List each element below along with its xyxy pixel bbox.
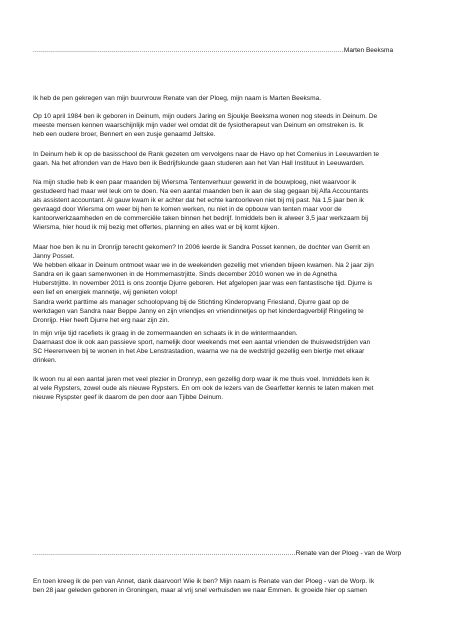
text-line: gaan. Na het afronden van de Havo ben ik Bedrijfskunde gaan studeren aan het Van Hall Instituut in Leeuwarden. [33,160,365,168]
paragraph-renate-intro [33,577,427,595]
signature-line-marten [33,46,423,55]
text-line: Daarnaast doe ik ook aan passieve sport, namelijk door weekends met een aantal vrienden de thuiswedstrijden van [33,339,371,347]
paragraph-birth [33,112,427,139]
text-line: Sandra werkt parttime als manager schoolopvang bij de Stichting Kinderopvang Friesland, Djurre gaat op de [33,298,349,306]
text-line: werkdagen van Sandra naar Beppe Janny en zijn vriendjes en vriendinnetjes op het kinderdagverblijf Ringeling te [33,307,364,315]
text-line: In mijn vrije tijd racefiets ik graag in de zomermaanden en schaats ik in de wintermaanden. [33,330,298,337]
text-line: een lief en energiek mannetje, wij genieten volop! [33,289,178,297]
text-line: Janny Posset. [33,253,75,261]
text-line: Na mijn studie heb ik een paar maanden bij Wiersma Tentenverhuur gewerkt in de bouwploeg, niet waarvoor ik [33,179,357,186]
text-line: kantoorwerkzaamheden en de commerciële taken binnen het bedrijf. Inmiddels ben ik alweer 3,5 jaar werkzaam bij [33,215,368,223]
author-name: Marten Beeksma [343,47,394,54]
signature-dots: ........................................................................................................................................................... [33,47,344,54]
text-line: drinken. [33,357,57,365]
text-line: In Deinum heb ik op de basisschool de Rank gezeten om vervolgens naar de Havo op het Comenius in Leeuwarden te [33,151,380,158]
text-line: heb een oudere broer, Bennert en een zusje genaamd Jeltske. [33,131,216,139]
text-line: meeste mensen kennen waarschijnlijk mijn vader wel omdat dit de fysiotherapeut van Deinum en omstreken is. Ik [33,122,364,130]
text-line: Ik heb de pen gekregen van mijn buurvrouw Renate van der Ploeg, mijn naam is Marten Beeksma. [33,95,322,102]
paragraph-hobbies [33,329,427,365]
text-line: al vele Rypsters, zowel oude als nieuwe Rypsters. En om ook de lezers van de Gearfetter kennis te laten maken met [33,385,374,393]
text-line: Huberstrjitte. In november 2011 is ons zoontje Djurre geboren. Het afgelopen jaar was een fantastische tijd. Djurre is [33,280,373,288]
signature-line-renate [33,549,423,558]
text-line: SC Heerenveen bij te wonen in het Abe Lenstrastadion, waarna we na de wedstrijd gezellig een biertje met elkaar [33,348,365,356]
paragraph-career [33,178,427,233]
text-line: Dronrijp. Hier heeft Djurre het erg naar zijn zin. [33,316,170,324]
paragraph-closing [33,375,427,402]
text-line: Sandra en ik gaan samenwonen in de Hommemastrjitte. Sinds december 2010 wonen we in de Agnetha [33,271,337,279]
text-line: Wiersma, hier houd ik mij bezig met offertes, planning en alles wat er bij komt kijken. [33,224,280,232]
author-name: Renate van der Ploeg - van de Worp [295,550,402,557]
text-line: We hebben elkaar in Deinum ontmoet waar we in de weekenden gezellig met vrienden bijeen kwamen. Na 2 jaar zijn [33,262,374,270]
text-line: als assistent accountant. Al gauw kwam ik er achter dat het echte kantoorleven niet bij mij past. Na 1,5 jaar ben ik [33,197,364,205]
text-line: Op 10 april 1984 ben ik geboren in Deinum, mijn ouders Jaring en Sjoukje Beeksma wonen nog steeds in Deinum. De [33,113,378,120]
text-line: En toen kreeg ik de pen van Annet, dank daarvoor! Wie ik ben? Mijn naam is Renate van der Ploeg - van de Worp. Ik [33,578,375,585]
paragraph-education [33,150,427,168]
text-line: ben 28 jaar geleden geboren in Groningen, maar al vrij snel verhuisden we naar Emmen. Ik groeide hier op samen [33,587,367,595]
text-line: gestudeerd had maar wel leuk om te doen. Na een aantal maanden ben ik aan de slag gegaan bij Alfa Accountants [33,188,369,196]
text-line: gevraagd door Wiersma om weer bij hen te komen werken, nu niet in de opbouw van tenten maar voor de [33,206,342,214]
paragraph-intro [33,94,427,103]
signature-dots: ................................................................................................................................... [33,550,296,557]
paragraph-family [33,243,427,325]
text-line: Maar hoe ben ik nu in Dronrijp terecht gekomen? In 2006 leerde ik Sandra Posset kennen, de dochter van Gerrit en [33,244,370,251]
text-line: Ik woon nu al een aantal jaren met veel plezier in Dronryp, een gezellig dorp waar ik me thuis voel. Inmiddels ken ik [33,376,370,383]
text-line: nieuwe Ryspster geef ik daarom de pen door aan Tjibbe Deinum. [33,394,224,402]
